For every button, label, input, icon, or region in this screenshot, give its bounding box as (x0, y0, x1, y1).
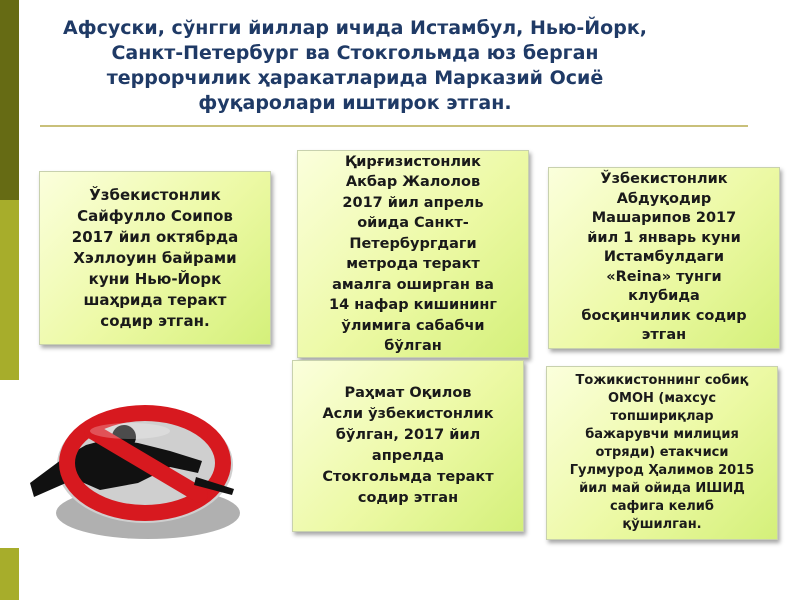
side-bar-light (0, 200, 19, 380)
card-text: Тожикистоннинг собиқ ОМОН (махсус топшириқлар бажарувчи милиция отряди) етакчиси Гулмурод Ҳалимов 2015 йил май ойида ИШИД сафига келиб қўшилган. (569, 373, 755, 532)
card-oqilov (292, 360, 524, 532)
card-text: Раҳмат Оқилов Асли ўзбекистонлик бўлган, 2017 йил апрелда Стокгольмда теракт содир этган (322, 385, 494, 506)
side-bar-dark (0, 0, 19, 200)
card-text: Қирғизистонлик Акбар Жалолов 2017 йил апрель ойида Санкт- Петербургдаги метрода теракт амалга оширган ва 14 нафар кишининг ўлимига сабабчи бўлган (329, 153, 497, 354)
page-title: Афсуски, сўнгги йиллар ичида Истамбул, Нью-Йорк, Санкт-Петербург ва Стокгольмда юз берган террорчилик ҳаракатларида Марказий Осиё фуқаролари иштирок этган. (63, 17, 647, 114)
card-soipov (39, 171, 271, 345)
card-halimov (546, 366, 778, 540)
card-masharipov (548, 167, 780, 349)
side-bar-bottom (0, 548, 19, 600)
title-divider (40, 125, 748, 127)
card-jalolov (297, 150, 529, 358)
card-text: Ўзбекистонлик Сайфулло Соипов 2017 йил октябрда Хэллоуин байрами куни Нью-Йорк шаҳрида теракт содир этган. (71, 185, 239, 330)
card-text: Ўзбекистонлик Абдуқодир Машарипов 2017 йил 1 январь куни Истамбулдаги «Reina» тунги клубида босқинчилик содир этган (581, 171, 747, 344)
no-terrorism-icon (20, 385, 250, 545)
